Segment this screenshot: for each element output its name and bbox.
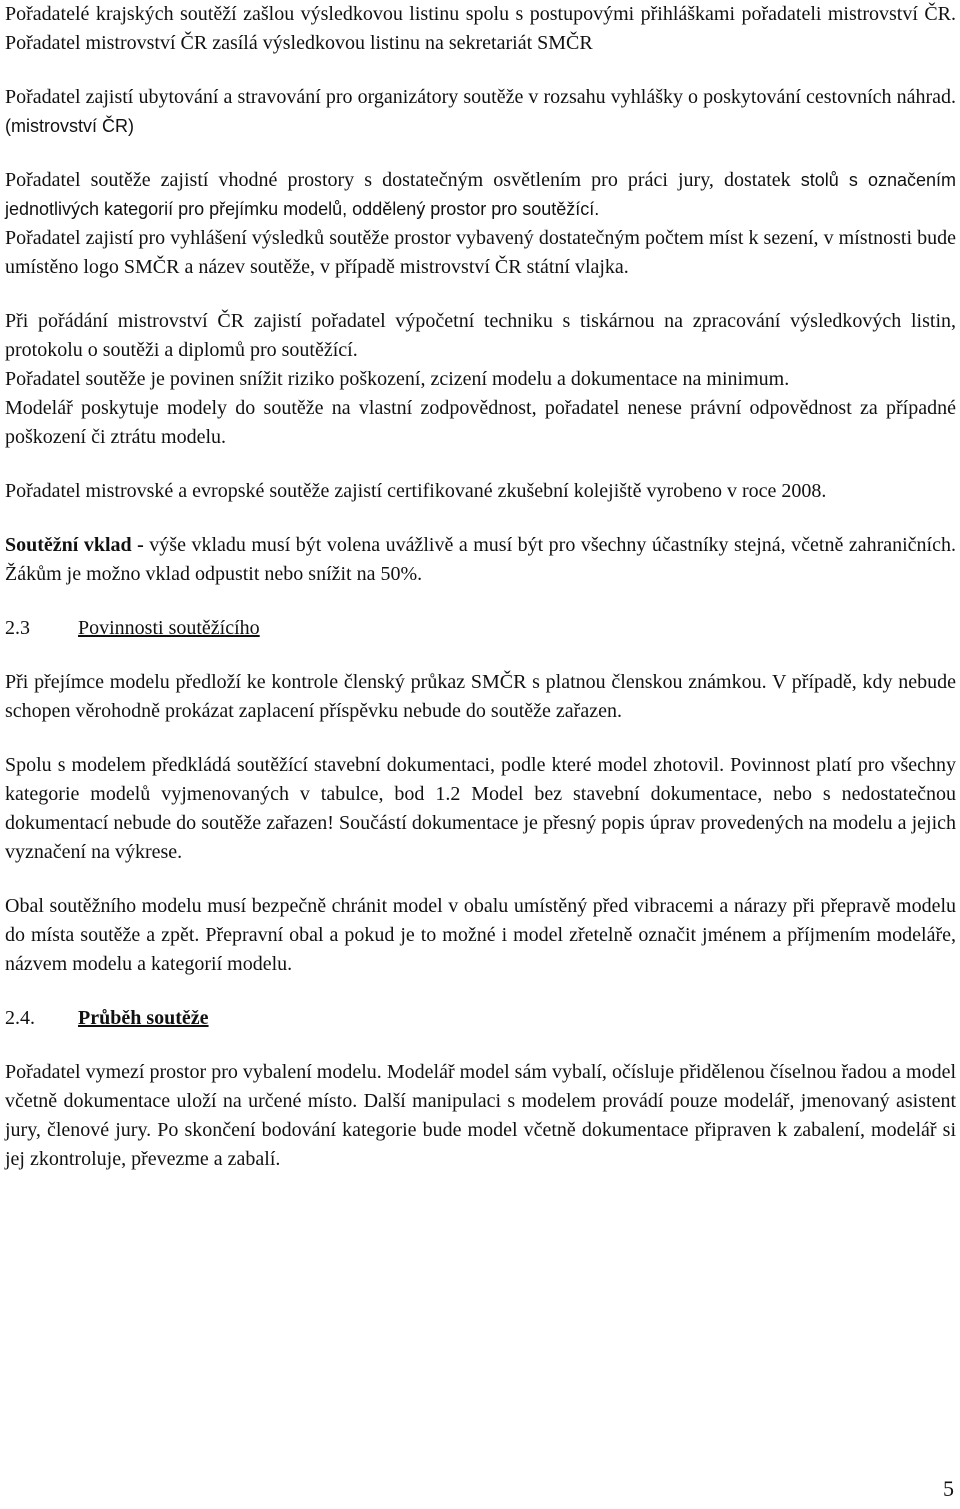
paragraph-announcement: Pořadatel zajistí pro vyhlášení výsledků soutěže prostor vybavený dostatečným počtem míst k sezení, v místnosti bude umístěno logo SMČR a název soutěže, v případě mistrovství ČR státní vlajka. [5, 227, 956, 278]
section-heading-2-4 [5, 1004, 956, 1033]
paragraph-responsibility: Modelář poskytuje modely do soutěže na vlastní zodpovědnost, pořadatel nenese právní odpovědnost za případné poškození či ztrátu modelu. [5, 397, 956, 448]
section-title: Povinnosti soutěžícího [78, 617, 260, 639]
section-number: 2.4. [5, 1007, 35, 1029]
document-page [5, 0, 956, 1174]
page-number: 5 [943, 1476, 954, 1501]
venue-text-part1: Pořadatel soutěže zajistí vhodné prostory s dostatečným osvětlením pro práci jury, dostatek [5, 169, 801, 191]
paragraph-venue [5, 166, 956, 224]
paragraph-results-list: Pořadatelé krajských soutěží zašlou výsledkovou listinu spolu s postupovými přihláškami pořadateli mistrovství ČR. Pořadatel mistrovství ČR zasílá výsledkovou listinu na sekretariát SMČR [5, 3, 956, 54]
paragraph-membership: Při přejímce modelu předloží ke kontrole členský průkaz SMČR s platnou členskou známkou. V případě, kdy nebude schopen věrohodně prokázat zaplacení příspěvku nebude do soutěže zařazen. [5, 671, 956, 722]
paragraph-documentation: Spolu s modelem předkládá soutěžící stavební dokumentaci, podle které model zhotovil. Povinnost platí pro všechny kategorie modelů vyjmenovaných v tabulce, bod 1.2 Model bez stavební dokumentace, nebo s nedostatečnou dokumentací nebude do soutěže zařazen! Součástí dokumentace je přesný popis úprav provedených na modelu a jejich vyznačení na výkrese. [5, 754, 956, 863]
entry-fee-text: výše vkladu musí být volena uvážlivě a musí být pro všechny účastníky stejná, včetně zahraničních. Žákům je možno vklad odpustit nebo snížit na 50%. [5, 534, 956, 585]
paragraph-accommodation [5, 83, 956, 141]
section-heading-2-3 [5, 614, 956, 643]
accommodation-note: (mistrovství ČR) [5, 116, 134, 136]
paragraph-competition-flow: Pořadatel vymezí prostor pro vybalení modelu. Modelář model sám vybalí, očísluje přidělenou číselnou řadou a model včetně dokumentace uloží na určené místo. Další manipulaci s modelem provádí pouze modelář, jmenovaný asistent jury, členové jury. Po skončení bodování kategorie bude model včetně dokumentace připraven k zabalení, modelář si jej zkontroluje, převezme a zabalí. [5, 1061, 956, 1170]
paragraph-test-track: Pořadatel mistrovské a evropské soutěže zajistí certifikované zkušební kolejiště vyrobeno v roce 2008. [5, 480, 827, 502]
paragraph-packaging: Obal soutěžního modelu musí bezpečně chránit model v obalu umístěný před vibracemi a nárazy při přepravě modelu do místa soutěže a zpět. Přepravní obal a pokud je to možné i model zřetelně označit jménem a příjmením modeláře, názvem modelu a kategorií modelu. [5, 895, 956, 975]
venue-text-part2: stolů s označením jednotlivých kategorií pro přejímku modelů, oddělený prostor pro soutěžící. [5, 170, 956, 219]
section-title: Průběh soutěže [78, 1007, 209, 1029]
section-number: 2.3 [5, 617, 30, 639]
paragraph-computing: Při pořádání mistrovství ČR zajistí pořadatel výpočetní techniku s tiskárnou na zpracování výsledkových listin, protokolu o soutěži a diplomů pro soutěžící. [5, 310, 956, 361]
accommodation-text: Pořadatel zajistí ubytování a stravování pro organizátory soutěže v rozsahu vyhlášky o poskytování cestovních náhrad. [5, 86, 956, 108]
paragraph-risk: Pořadatel soutěže je povinen snížit riziko poškození, zcizení modelu a dokumentace na minimum. [5, 368, 790, 390]
paragraph-entry-fee [5, 531, 956, 589]
entry-fee-label: Soutěžní vklad - [5, 534, 150, 556]
